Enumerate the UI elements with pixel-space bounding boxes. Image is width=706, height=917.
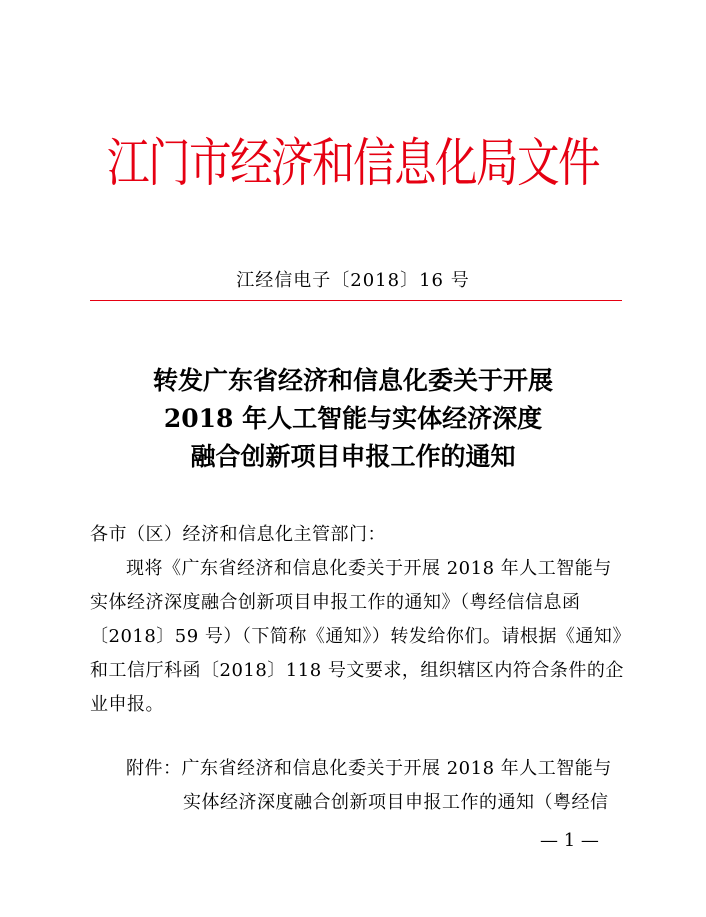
paragraph-line: 〔2018〕59 号）（下简称《通知》）转发给你们。请根据《通知》 — [90, 626, 631, 647]
title-line: 融合创新项目申报工作的通知 — [190, 442, 516, 471]
document-header-title: 江门市经济和信息化局文件 — [106, 134, 600, 194]
attachment-line: 附件：广东省经济和信息化委关于开展 2018 年人工智能与 — [126, 758, 612, 779]
paragraph-line: 和工信厅科函〔2018〕118 号文要求，组织辖区内符合条件的企 — [90, 660, 624, 681]
body-paragraph — [90, 552, 631, 722]
page-number: — 1 — — [540, 830, 599, 851]
attachment-line: 实体经济深度融合创新项目申报工作的通知（粤经信 — [183, 792, 609, 813]
paragraph-line: 现将《广东省经济和信息化委关于开展 2018 年人工智能与 — [126, 558, 612, 579]
title-line: 2018 年人工智能与实体经济深度 — [163, 404, 543, 433]
salutation: 各市（区）经济和信息化主管部门： — [90, 524, 386, 545]
paragraph-line: 实体经济深度融合创新项目申报工作的通知》（粤经信信息函 — [90, 592, 581, 613]
red-divider-line — [90, 300, 622, 301]
document-number: 江经信电子〔2018〕16 号 — [236, 270, 470, 291]
title-line: 转发广东省经济和信息化委关于开展 — [152, 366, 553, 395]
document-title — [0, 362, 706, 476]
paragraph-line: 业申报。 — [90, 694, 164, 715]
